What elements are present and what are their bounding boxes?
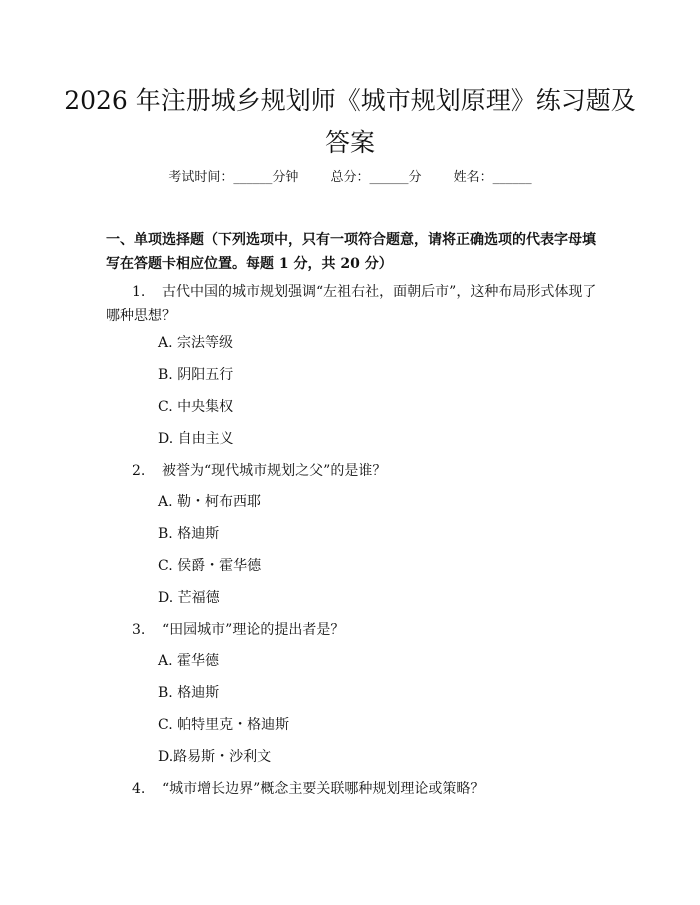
exam-time: 考试时间：______分钟 xyxy=(168,170,299,185)
question-number: 3. xyxy=(132,622,146,638)
section-heading: 一、单项选择题（下列选项中，只有一项符合题意，请将正确选项的代表字母填写在答题卡相应位置。每题 1 分，共 20 分） xyxy=(106,232,596,272)
option-2a: A. 勒・柯布西耶 xyxy=(158,494,262,510)
option-2d: D. 芒福德 xyxy=(158,590,220,606)
option-3b: B. 格迪斯 xyxy=(158,685,220,701)
question-2 xyxy=(106,459,606,483)
question-number: 1. xyxy=(132,284,146,300)
document-title: 2026 年注册城乡规划师《城市规划原理》练习题及答案 xyxy=(64,86,636,157)
option-2b: B. 格迪斯 xyxy=(158,526,220,542)
question-text: 被誉为“现代城市规划之父”的是谁？ xyxy=(162,463,387,479)
exam-name: 姓名：______ xyxy=(453,170,532,185)
question-text: 古代中国的城市规划强调“左祖右社，面朝后市”，这种布局形式体现了哪种思想？ xyxy=(106,284,597,324)
question-text: “田园城市”理论的提出者是？ xyxy=(162,622,345,638)
question-3 xyxy=(106,618,606,642)
question-number: 4. xyxy=(132,781,146,797)
option-3d: D.路易斯・沙利文 xyxy=(158,749,272,765)
question-number: 2. xyxy=(132,463,146,479)
option-1c: C. 中央集权 xyxy=(158,399,234,415)
option-3c: C. 帕特里克・格迪斯 xyxy=(158,717,290,733)
option-3a: A. 霍华德 xyxy=(158,653,220,669)
question-4 xyxy=(106,777,606,801)
question-text: “城市增长边界”概念主要关联哪种规划理论或策略？ xyxy=(162,781,485,797)
question-1 xyxy=(106,280,606,328)
option-1a: A. 宗法等级 xyxy=(158,335,234,351)
exam-score: 总分：______分 xyxy=(330,170,422,185)
exam-info xyxy=(0,168,700,188)
option-1d: D. 自由主义 xyxy=(158,431,234,447)
option-2c: C. 侯爵・霍华德 xyxy=(158,558,262,574)
option-1b: B. 阴阳五行 xyxy=(158,367,234,383)
